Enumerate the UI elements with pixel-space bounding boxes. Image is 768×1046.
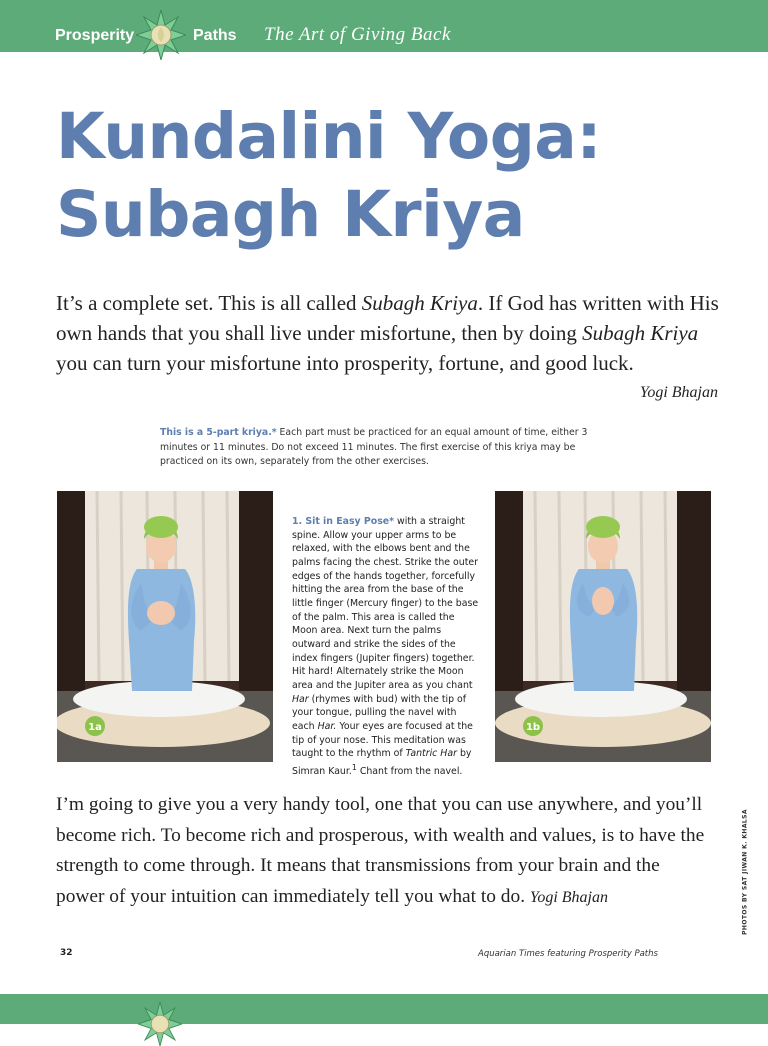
photo-credit [738,808,752,936]
section-tagline: The Art of Giving Back [264,24,451,45]
article-title [56,98,601,254]
opening-quote-emphasis: Subagh Kriya [361,291,478,315]
header-band [0,0,768,52]
step-1-text: by Simran Kaur. [292,748,472,777]
intro-note-lead: This is a 5-part kriya.* [160,427,277,438]
bottom-band [0,994,768,1024]
brand-paths: Paths [193,27,237,44]
title-line-2: Subagh Kriya [56,178,525,251]
page-number: 32 [60,948,73,958]
opening-quote-attribution: Yogi Bhajan [639,384,718,401]
closing-quote [56,790,712,913]
photo-label-1b: 1b [525,722,541,733]
step-1-text: (rhymes with bud) with the tip of your tongue, pulling the navel with each [292,693,467,732]
opening-quote-text: . If God has written with His own hands that you shall live under misfortune, then by doing [56,291,719,345]
intro-note [160,426,620,470]
step-1-instructions [292,515,480,779]
step-1-text: with a straight spine. Allow your upper arms to be relaxed, with the elbows bent and the palms facing the chest. Strike the outer edges of the hands together, forcefully hitting the area from the base of the little finger (Mercury finger) to the base of the palm. This area is called the Moon area. Next turn the palms outward and strike the sides of the index fingers (Jupiter fingers) together. Hit hard! Alternately strike the Moon area and the Jupiter area as you chant [292,516,479,691]
publication-name: Aquarian Times featuring Prosperity Paths [478,949,658,959]
photo-label-1a: 1a [88,722,102,733]
step-1-text: Chant from the navel. [356,765,463,777]
photo-1a [57,491,273,762]
step-1-emphasis: Har [292,693,309,705]
step-1-text: Your eyes are focused at the tip of your nose. This meditation was taught to the rhythm of [292,720,473,760]
opening-quote-text: It’s a complete set. This is all called [56,291,362,315]
opening-quote-emphasis: Subagh Kriya [582,321,699,345]
step-1-emphasis: Har. [317,720,337,732]
lotus-star-icon [136,10,186,60]
closing-quote-attribution: Yogi Bhajan [529,888,608,906]
title-line-1: Kundalini Yoga: [56,100,602,173]
opening-quote-text: you can turn your misfortune into prosperity, fortune, and good luck. [56,351,634,375]
intro-note-body: Each part must be practiced for an equal amount of time, either 3 minutes or 11 minutes. Do not exceed 11 minutes. The first exercise of this kriya may be practiced on its own, separately from the other exercises. [160,427,588,467]
lotus-star-icon [138,1002,182,1046]
closing-quote-text: I’m going to give you a very handy tool, one that you can use anywhere, and you’ll become rich. To become rich and prosperous, with wealth and values, is to have the strength to come through. It means that transmissions from your brain and the power of your intuition can immediately tell you what to do. [56,794,705,907]
footnote-marker: 1 [351,762,357,772]
brand-prosperity: Prosperity [55,27,135,44]
photo-1b [495,491,711,762]
step-1-lead: 1. Sit in Easy Pose* [292,516,395,527]
photo-credit-text: PHOTOS BY SAT JIWAN K. KHALSA [741,809,749,935]
opening-quote [56,288,720,378]
step-1-emphasis: Tantric Har [405,748,457,760]
